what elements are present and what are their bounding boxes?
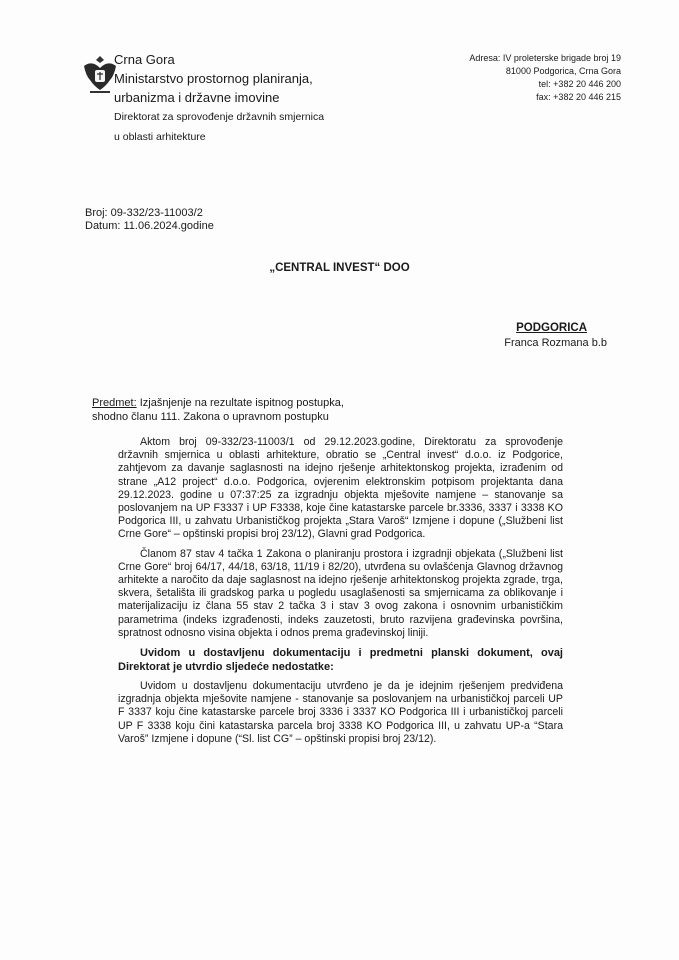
fax-number: fax: +382 20 446 215 xyxy=(536,92,621,102)
address-line1: Adresa: IV proleterske brigade broj 19 xyxy=(469,53,621,63)
findings-heading: Uvidom u dostavljenu dokumentaciju i predmetni planski dokument, ovaj Direktorat je utvrdio sljedeće nedostatke: xyxy=(118,647,563,674)
subject-line2: shodno članu 111. Zakona o upravnom postupku xyxy=(92,411,329,423)
contact-block xyxy=(469,52,621,104)
reference-block xyxy=(85,207,214,233)
body-paragraph-4: Uvidom u dostavljenu dokumentaciju utvrđeno je da je idejnim rješenjem predviđena izgradnja objekta mješovite namjene - stanovanje sa poslovanjem na urbanističkoj parceli UP F 3337 koju čine katastarske parcele broj 3336 i 3337 KO Podgorica III i urbanističkoj parceli UP F 3338 koju čini katastarska parcela broj 3338 KO Podgorica III, u zahvatu UP-a “Stara Varoš” Izmjene i dopune (“Sl. list CG” – opštinski propisi broj 23/12). xyxy=(118,680,563,745)
subject-line1: Izjašnjenje na rezultate ispitnog postupka, xyxy=(136,397,344,409)
ministry-name-line1: Ministarstvo prostornog planiranja, xyxy=(114,71,313,86)
body-paragraph-1: Aktom broj 09-332/23-11003/1 od 29.12.2023.godine, Direktoratu za sprovođenje državnih smjernica u oblasti arhitekture, obratio se „Central invest“ d.o.o. iz Podgorice, zahtjevom za davanje saglasnosti na idejno rješenje arhitektonskog projekta, izrađenim od strane „A12 project“ d.o.o. Podgorica, ovjerenim elektronskim potpisom projektanta dana 29.12.2023. godine u 07:37:25 za izgradnju objekta mješovite namjene – stanovanje sa poslovanjem na UP F3337 i UP F3338, koje čine katastarske parcele br.3336, 3337 i 3338 KO Podgorica III, u zahvatu Urbanističkog projekta „Stara Varoš“ Izmjene i dopune („Službeni list Crne Gore“ – opštinski propisi broj 23/12), Glavni grad Podgorica. xyxy=(118,436,563,541)
reference-date: Datum: 11.06.2024.godine xyxy=(85,220,214,232)
letter-body xyxy=(118,436,563,752)
recipient-city: PODGORICA xyxy=(516,322,587,334)
directorate-name-line1: Direktorat za sprovođenje državnih smjernica xyxy=(114,111,325,123)
reference-number: Broj: 09-332/23-11003/2 xyxy=(85,207,203,219)
address-line2: 81000 Podgorica, Crna Gora xyxy=(505,66,621,76)
phone-number: tel: +382 20 446 200 xyxy=(538,79,621,89)
institution-header xyxy=(114,50,324,147)
subject-block xyxy=(92,396,392,424)
subject-label: Predmet: xyxy=(92,397,137,409)
directorate-name-line2: u oblasti arhitekture xyxy=(114,131,206,143)
country-name: Crna Gora xyxy=(114,52,175,67)
ministry-name-line2: urbanizma i državne imovine xyxy=(114,90,280,105)
recipient-street: Franca Rozmana b.b xyxy=(504,337,607,349)
recipient-name: „CENTRAL INVEST“ DOO xyxy=(269,262,410,274)
body-paragraph-2: Članom 87 stav 4 tačka 1 Zakona o planiranju prostora i izgradnji objekata („Službeni list Crne Gore“ broj 64/17, 44/18, 63/18, 11/19 i 82/20), utvrđena su ovlašćenja Glavnog državnog arhitekte a naročito da daje saglasnost na idejno rješenje arhitektonskog projekta zgrade, trga, skvera, šetališta ili gradskog parka u pogledu usaglašenosti sa smjernicama za oblikovanje i materijalizaciju iz člana 55 stav 2 tačka 3 i stav 3 ovog zakona i osnovnim urbanističkim parametrima (indeks izgrađenosti, indeks zauzetosti, bruto razvijena građevinska površina, spratnost odnosno visina objekta i odnos prema građevinskoj liniji. xyxy=(118,547,563,639)
